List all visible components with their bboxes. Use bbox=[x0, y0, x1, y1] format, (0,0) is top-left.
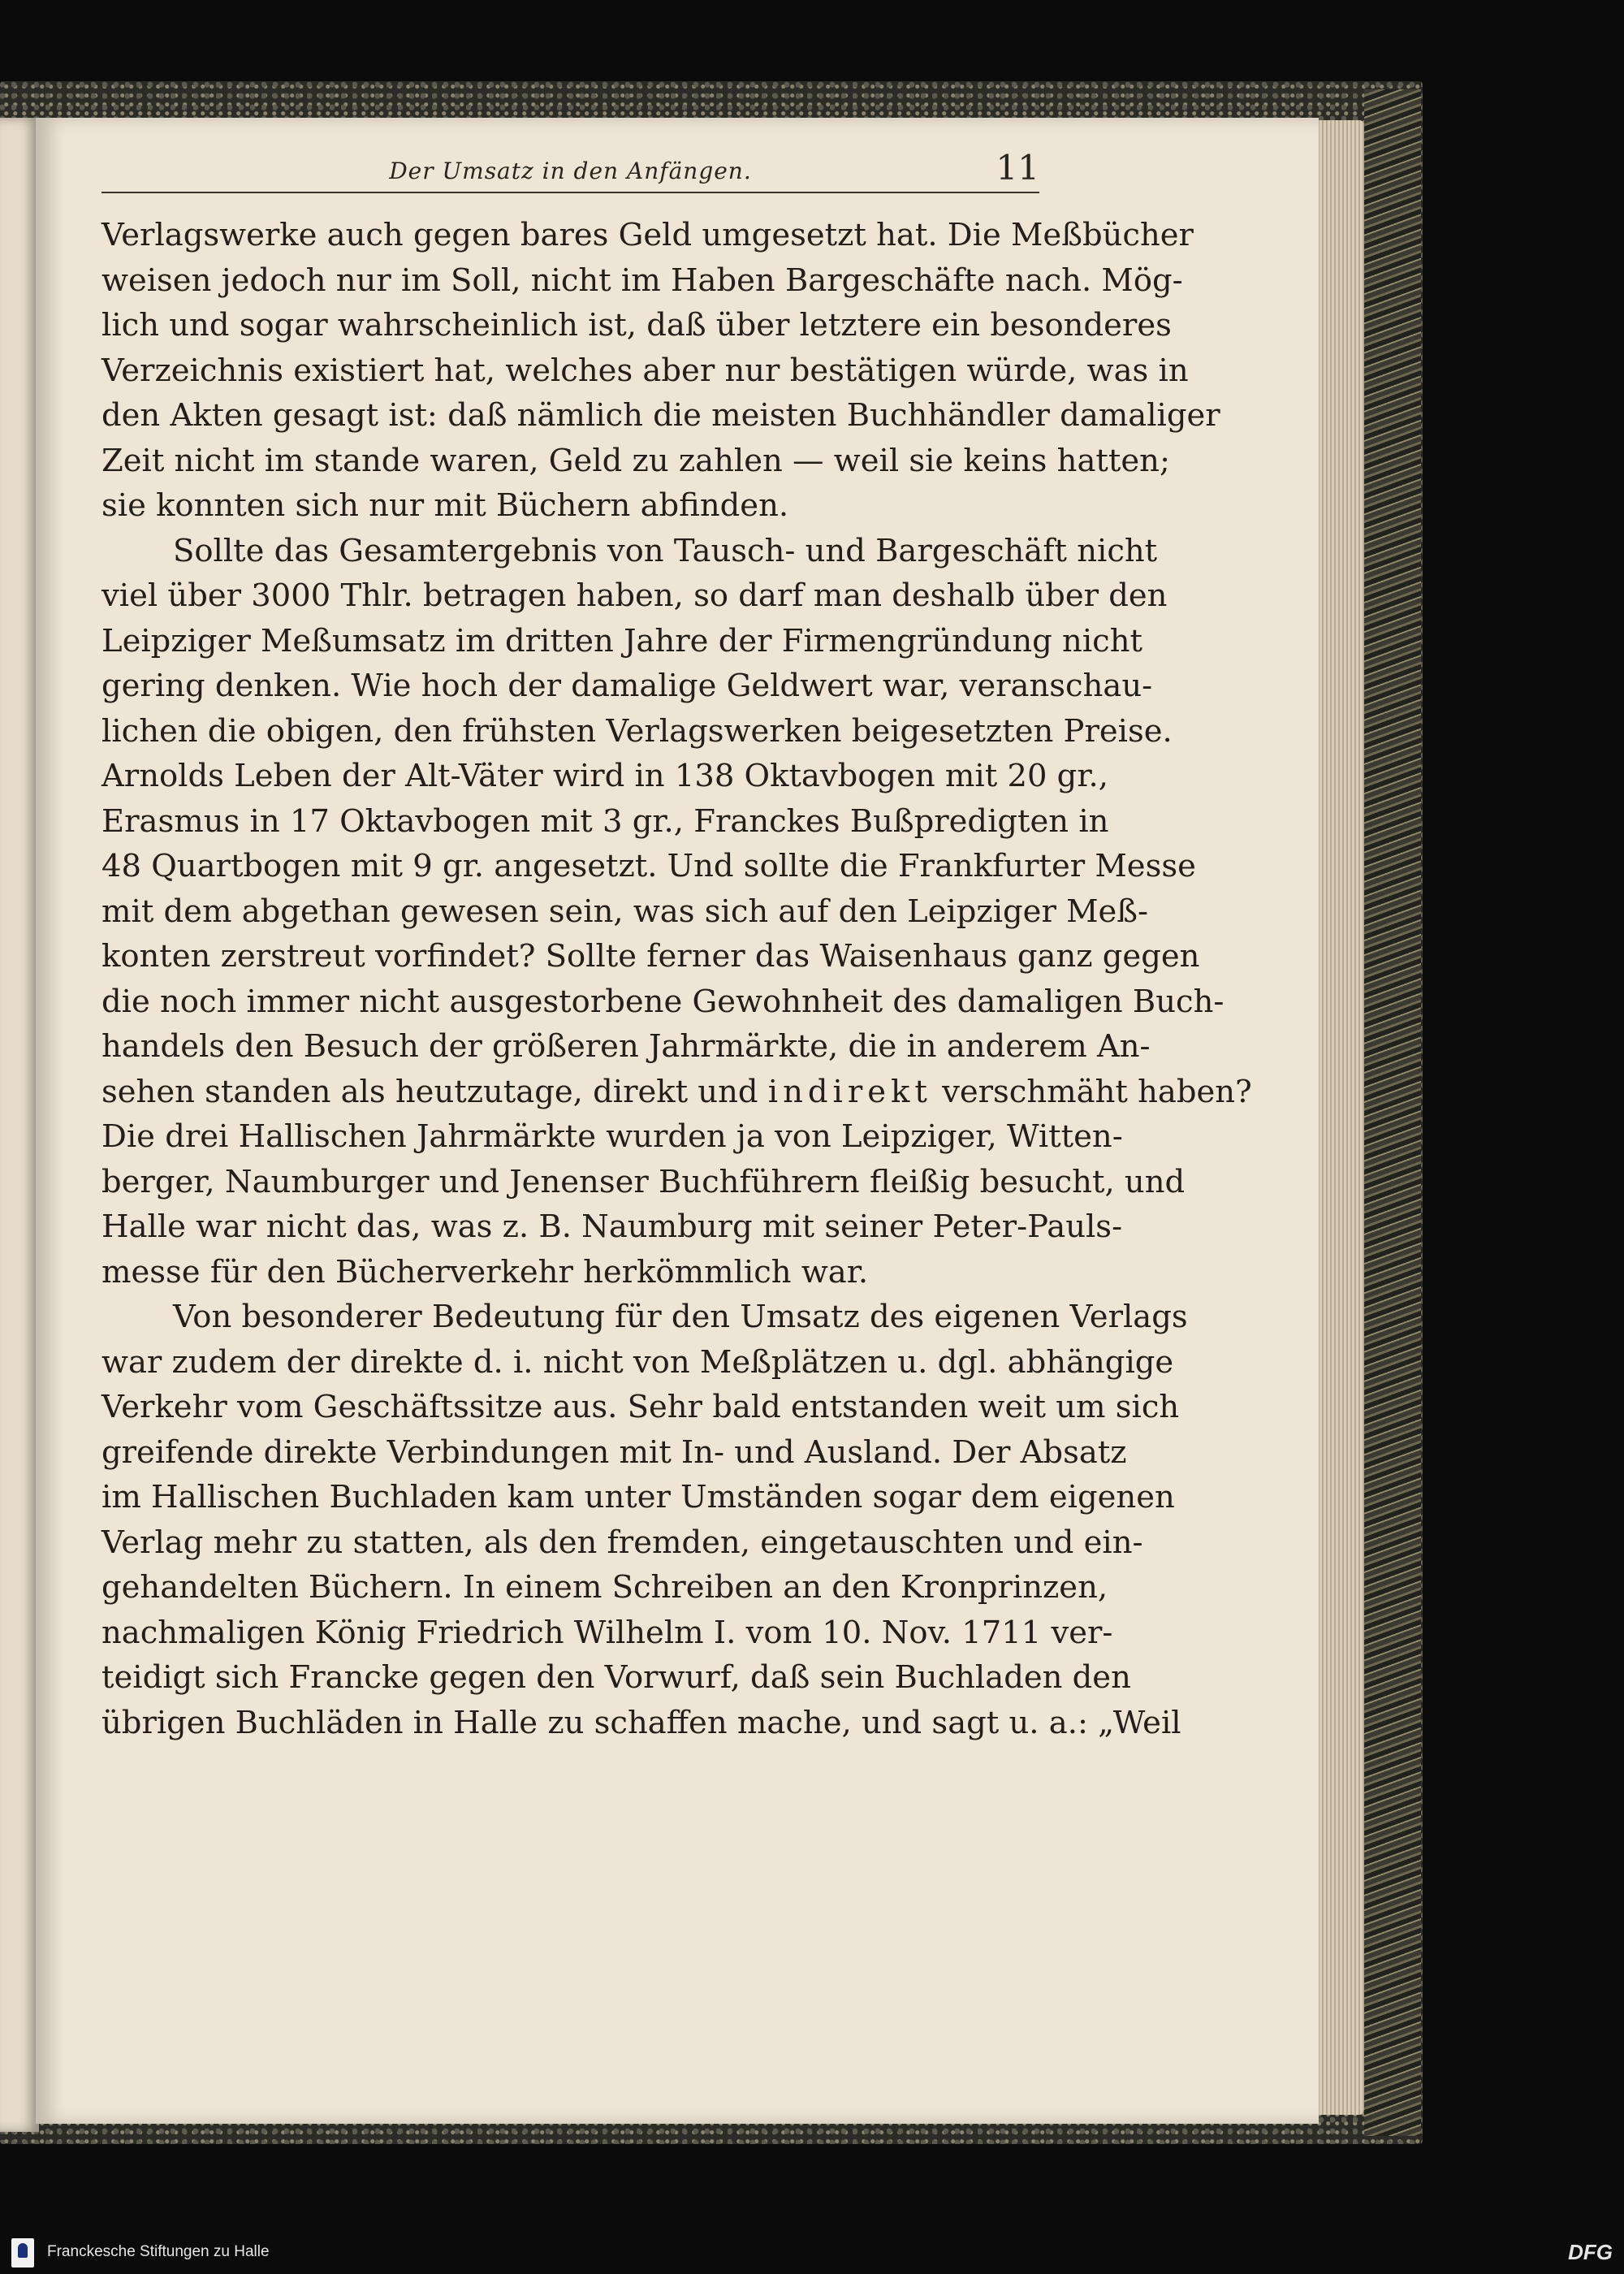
text-segment: verschmäht haben? bbox=[942, 1073, 1252, 1110]
text-line: den Akten gesagt ist: daß nämlich die meisten Buchhändler damaliger bbox=[102, 397, 1220, 434]
text-line: Erasmus in 17 Oktavbogen mit 3 gr., Franckes Bußpredigten in bbox=[102, 802, 1109, 840]
text-line: handels den Besuch der größeren Jahrmärkte, die in anderem An- bbox=[102, 1028, 1151, 1065]
text-line: Sollte das Gesamtergebnis von Tausch- und Bargeschäft nicht bbox=[173, 532, 1158, 569]
dfg-logo: DFG bbox=[1568, 2240, 1613, 2264]
text-line: im Hallischen Buchladen kam unter Umständen sogar dem eigenen bbox=[102, 1479, 1175, 1515]
body-text bbox=[102, 213, 1252, 1745]
text-line: weisen jedoch nur im Soll, nicht im Haben Bargeschäfte nach. Mög- bbox=[102, 262, 1183, 299]
text-line: Verkehr vom Geschäftssitze aus. Sehr bald entstanden weit um sich bbox=[102, 1389, 1180, 1425]
text-line: Arnolds Leben der Alt-Väter wird in 138 Oktavbogen mit 20 gr., bbox=[102, 758, 1108, 794]
text-segment: sehen standen als heutzutage, direkt und bbox=[102, 1073, 758, 1110]
text-line: Verlag mehr zu statten, als den fremden, eingetauschten und ein- bbox=[102, 1524, 1143, 1561]
text-line: gehandelten Büchern. In einem Schreiben an den Kronprinzen, bbox=[102, 1569, 1108, 1606]
emphasized-word: indirekt bbox=[767, 1073, 932, 1110]
text-line: lichen die obigen, den frühsten Verlagswerken beigesetzten Preise. bbox=[102, 712, 1173, 750]
text-line: gering denken. Wie hoch der damalige Geldwert war, veranschau- bbox=[102, 668, 1153, 704]
text-line: übrigen Buchläden in Halle zu schaffen mache, und sagt u. a.: „Weil bbox=[102, 1704, 1181, 1741]
running-title: Der Umsatz in den Anfängen. bbox=[389, 158, 752, 184]
text-line: Verlagswerke auch gegen bares Geld umgesetzt hat. Die Meßbücher bbox=[102, 217, 1194, 253]
text-line: lich und sogar wahrscheinlich ist, daß über letztere ein besonderes bbox=[102, 307, 1172, 344]
text-line: Von besonderer Bedeutung für den Umsatz des eigenen Verlags bbox=[173, 1299, 1188, 1335]
text-line: mit dem abgethan gewesen sein, was sich auf den Leipziger Meß- bbox=[102, 893, 1149, 930]
text-line: sie konnten sich nur mit Büchern abfinden. bbox=[102, 487, 789, 524]
text-line: Leipziger Meßumsatz im dritten Jahre der Firmengründung nicht bbox=[102, 622, 1142, 659]
running-head bbox=[102, 148, 1039, 193]
text-line: greifende direkte Verbindungen mit In- und Ausland. Der Absatz bbox=[102, 1433, 1127, 1471]
marbled-edge bbox=[1364, 89, 1421, 2136]
institution-name: Franckesche Stiftungen zu Halle bbox=[47, 2243, 270, 2260]
text-line: Die drei Hallischen Jahrmärkte wurden ja von Leipziger, Witten- bbox=[102, 1118, 1123, 1155]
text-line: war zudem der direkte d. i. nicht von Meßplätzen u. dgl. abhängige bbox=[102, 1343, 1174, 1381]
text-line: Halle war nicht das, was z. B. Naumburg mit seiner Peter-Pauls- bbox=[102, 1208, 1123, 1245]
text-line: nachmaligen König Friedrich Wilhelm I. vom 10. Nov. 1711 ver- bbox=[102, 1614, 1113, 1651]
text-line: berger, Naumburger und Jenenser Buchführern fleißig besucht, und bbox=[102, 1163, 1186, 1200]
text-line: 48 Quartbogen mit 9 gr. angesetzt. Und sollte die Frankfurter Messe bbox=[102, 848, 1196, 884]
left-page-edge bbox=[0, 118, 39, 2132]
text-line: konten zerstreut vorfindet? Sollte ferner das Waisenhaus ganz gegen bbox=[102, 938, 1200, 975]
institution-logo-icon bbox=[11, 2238, 34, 2268]
text-line: teidigt sich Francke gegen den Vorwurf, daß sein Buchladen den bbox=[102, 1659, 1131, 1696]
page-number: 11 bbox=[996, 148, 1039, 188]
text-line: viel über 3000 Thlr. betragen haben, so darf man deshalb über den bbox=[102, 577, 1168, 614]
text-line: die noch immer nicht ausgestorbene Gewohnheit des damaligen Buch- bbox=[102, 983, 1224, 1020]
text-line-emphasis bbox=[102, 1070, 1252, 1115]
text-line: messe für den Bücherverkehr herkömmlich war. bbox=[102, 1253, 869, 1290]
text-line: Verzeichnis existiert hat, welches aber nur bestätigen würde, was in bbox=[102, 352, 1189, 389]
text-line: Zeit nicht im stande waren, Geld zu zahlen — weil sie keins hatten; bbox=[102, 442, 1170, 479]
